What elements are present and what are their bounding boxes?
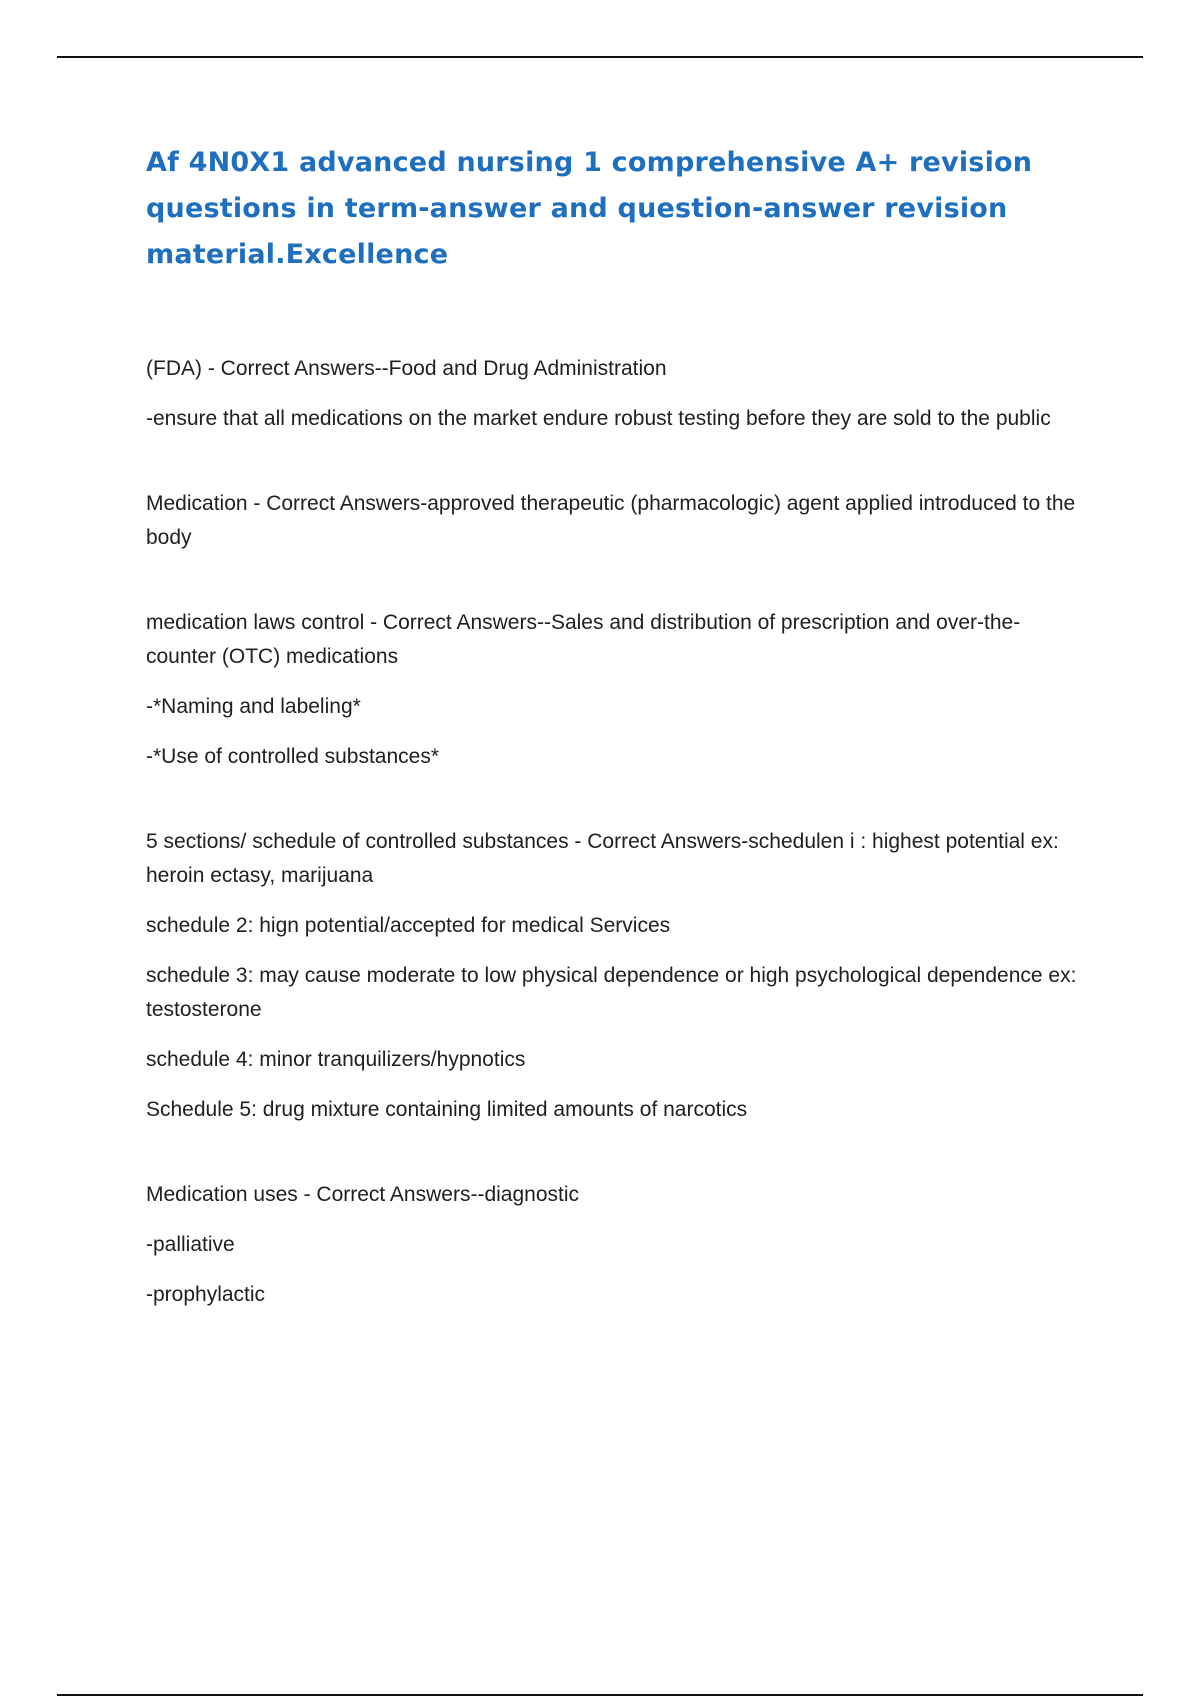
entry-line: Medication uses - Correct Answers--diagnostic [146, 1183, 580, 1206]
entry-controlled-substances [146, 825, 1086, 1127]
entry-line: schedule 2: hign potential/accepted for medical Services [146, 914, 671, 937]
entry-line: Schedule 5: drug mixture containing limited amounts of narcotics [146, 1098, 748, 1121]
entry-line: -palliative [146, 1233, 235, 1256]
entry-line: (FDA) - Correct Answers--Food and Drug Administration [146, 357, 667, 380]
entry-line: schedule 3: may cause moderate to low physical dependence or high psychological dependence ex: testosterone [146, 964, 1077, 1021]
entry-medication [146, 487, 1086, 555]
header-rule [57, 56, 1143, 58]
entry-line: -ensure that all medications on the market endure robust testing before they are sold to the public [146, 407, 1051, 430]
footer-rule [57, 1694, 1143, 1696]
entry-line: -*Use of controlled substances* [146, 745, 439, 768]
entry-line: 5 sections/ schedule of controlled substances - Correct Answers-schedulen i : highest potential ex: heroin ectasy, marijuana [146, 830, 1059, 887]
entry-line: -prophylactic [146, 1283, 266, 1306]
entry-medication-laws [146, 606, 1086, 774]
document-title: Af 4N0X1 advanced nursing 1 comprehensive A+ revision questions in term-answer and question-answer revision material.Excellence [146, 147, 1033, 270]
entry-line: medication laws control - Correct Answers--Sales and distribution of prescription and over-the-counter (OTC) medications [146, 611, 1021, 668]
document-body [146, 352, 1086, 1312]
entry-medication-uses [146, 1178, 1086, 1312]
entry-line: schedule 4: minor tranquilizers/hypnotics [146, 1048, 526, 1071]
entry-line: Medication - Correct Answers-approved therapeutic (pharmacologic) agent applied introduced to the body [146, 492, 1076, 549]
entry-fda [146, 352, 1086, 436]
entry-line: -*Naming and labeling* [146, 695, 361, 718]
